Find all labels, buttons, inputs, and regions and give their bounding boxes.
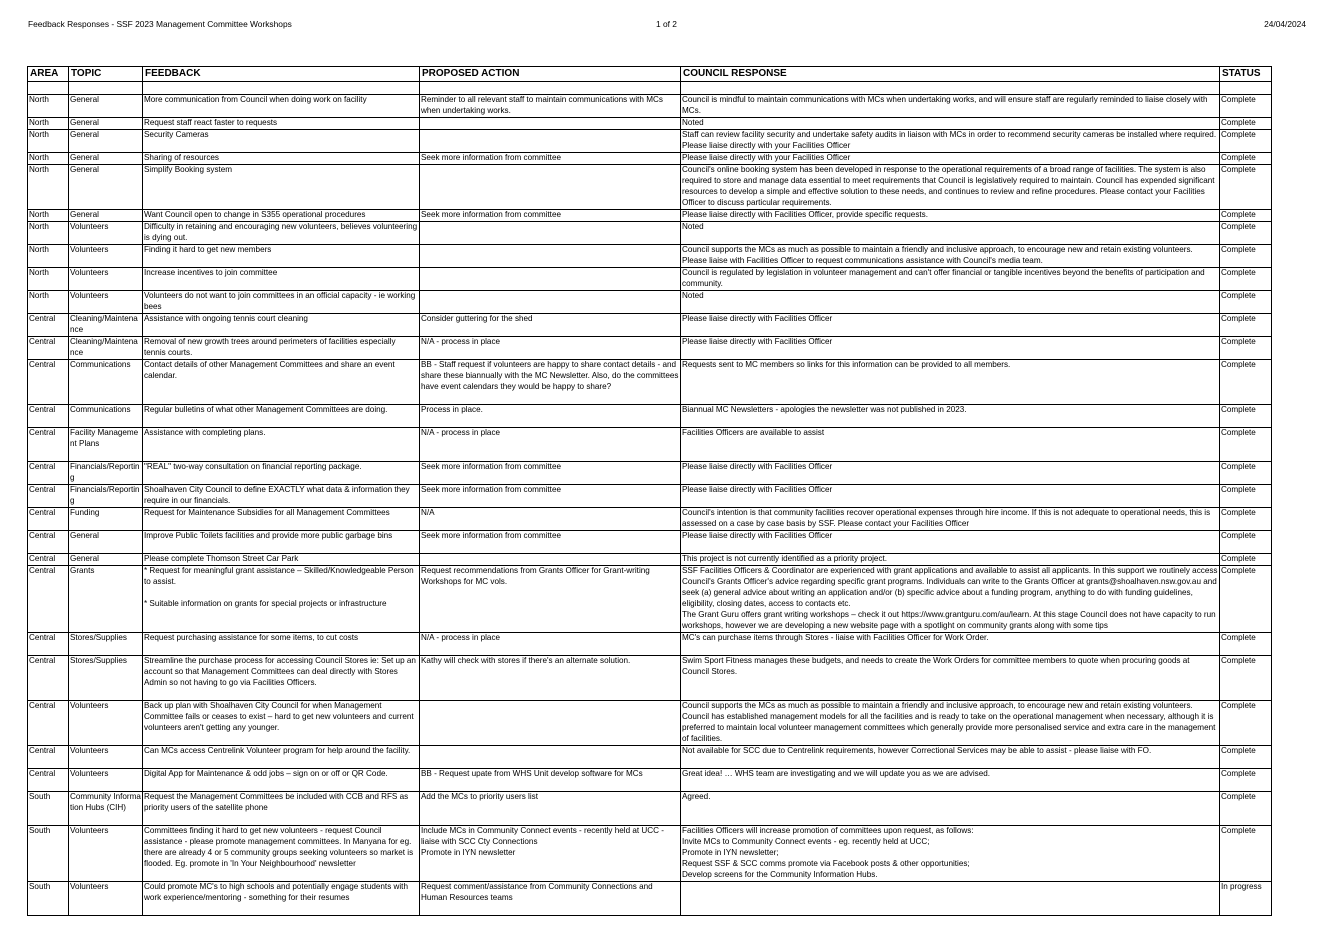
cell-feedback: Shoalhaven City Council to define EXACTLY what data & information they require in our financials. [143,485,420,508]
cell-topic: Stores/Supplies [69,633,143,656]
cell-topic: Communications [69,405,143,428]
table-row [28,222,1272,245]
cell-council-response: Agreed. [681,792,1220,826]
cell-status: Complete [1220,360,1272,405]
cell-council-response: Please liaise directly with Facilities Officer [681,314,1220,337]
cell-status: Complete [1220,701,1272,746]
cell-status: Complete [1220,337,1272,360]
table-row [28,882,1272,916]
cell-status: Complete [1220,792,1272,826]
table-row [28,701,1272,746]
table-row [28,633,1272,656]
cell-proposed-action: Include MCs in Community Connect events - recently held at UCC - liaise with SCC Cty Connections Promote in IYN newsletter [420,826,681,882]
cell-status: Complete [1220,485,1272,508]
cell-proposed-action [420,554,681,566]
spacer-cell [681,82,1220,95]
cell-council-response: Facilities Officers will increase promotion of committees upon request, as follows: Invite MCs to Community Connect events - eg. recently held at UCC; Promote in IYN newsletter; Request SSF & SCC comms promote via Facebook posts & other opportunities; Develop screens for the Community Information Hubs. [681,826,1220,882]
cell-status: Complete [1220,554,1272,566]
cell-feedback: Please complete Thomson Street Car Park [143,554,420,566]
cell-topic: Financials/Reporting [69,485,143,508]
table-row [28,118,1272,130]
column-header-area: AREA [28,67,69,82]
cell-topic: Community Information Hubs (CIH) [69,792,143,826]
cell-council-response: Council is regulated by legislation in volunteer management and can't offer financial or tangible incentives beyond the benefits of participation and community. [681,268,1220,291]
cell-area: North [28,210,69,222]
cell-proposed-action: Process in place. [420,405,681,428]
cell-feedback: Assistance with completing plans. [143,428,420,462]
cell-area: South [28,792,69,826]
cell-area: Central [28,485,69,508]
cell-area: Central [28,701,69,746]
cell-feedback: Request for Maintenance Subsidies for all Management Committees [143,508,420,531]
table-row [28,826,1272,882]
table-row [28,531,1272,554]
column-header-proposed-action: PROPOSED ACTION [420,67,681,82]
cell-council-response: Biannual MC Newsletters - apologies the newsletter was not published in 2023. [681,405,1220,428]
cell-council-response: Requests sent to MC members so links for this information can be provided to all members. [681,360,1220,405]
column-header-status: STATUS [1220,67,1272,82]
cell-area: Central [28,428,69,462]
table-row [28,405,1272,428]
cell-status: Complete [1220,508,1272,531]
cell-topic: General [69,165,143,210]
cell-status: Complete [1220,95,1272,118]
table-row [28,153,1272,165]
table-row [28,769,1272,792]
cell-area: Central [28,656,69,701]
cell-feedback: "REAL" two-way consultation on financial reporting package. [143,462,420,485]
cell-topic: Grants [69,566,143,633]
cell-topic: Volunteers [69,245,143,268]
cell-topic: General [69,153,143,165]
table-row [28,268,1272,291]
cell-status: Complete [1220,769,1272,792]
cell-council-response: Please liaise directly with Facilities Officer [681,485,1220,508]
cell-feedback: Regular bulletins of what other Management Committees are doing. [143,405,420,428]
cell-proposed-action: Request recommendations from Grants Officer for Grant-writing Workshops for MC vols. [420,566,681,633]
table-row [28,360,1272,405]
cell-area: North [28,268,69,291]
cell-area: North [28,222,69,245]
column-header-feedback: FEEDBACK [143,67,420,82]
cell-area: North [28,153,69,165]
cell-topic: General [69,95,143,118]
cell-council-response: Noted [681,222,1220,245]
cell-proposed-action: Request comment/assistance from Community Connections and Human Resources teams [420,882,681,916]
cell-topic: Financials/Reporting [69,462,143,485]
cell-area: Central [28,337,69,360]
cell-proposed-action: Kathy will check with stores if there's an alternate solution. [420,656,681,701]
cell-area: North [28,130,69,153]
cell-feedback: Back up plan with Shoalhaven City Council for when Management Committee fails or ceases to exist – hard to get new volunteers and current volunteers aren't getting any younger. [143,701,420,746]
cell-topic: Volunteers [69,268,143,291]
cell-topic: Volunteers [69,701,143,746]
spacer-cell [28,82,69,95]
cell-topic: Cleaning/Maintenance [69,314,143,337]
cell-proposed-action [420,165,681,210]
document-date: 24/04/2024 [1264,19,1306,29]
cell-feedback: Assistance with ongoing tennis court cleaning [143,314,420,337]
cell-topic: Cleaning/Maintenance [69,337,143,360]
cell-feedback: Digital App for Maintenance & odd jobs – sign on or off or QR Code. [143,769,420,792]
cell-proposed-action [420,130,681,153]
cell-proposed-action [420,245,681,268]
cell-council-response: Council's online booking system has been developed in response to the operational requirements of a broad range of facilities. The system is also required to store and manage data essential to meet requirements that Council is legislatively required to maintain. Council has expended significant resources to develop a simple and effective solution to these needs, and continues to review and refine procedures. Please contact your Facilities Officer to discuss particular requirements. [681,165,1220,210]
cell-proposed-action: BB - Request upate from WHS Unit develop software for MCs [420,769,681,792]
cell-area: North [28,245,69,268]
cell-status: Complete [1220,656,1272,701]
cell-area: Central [28,554,69,566]
cell-proposed-action: Seek more information from committee [420,210,681,222]
cell-area: Central [28,360,69,405]
cell-feedback: Streamline the purchase process for accessing Council Stores ie: Set up an account so that Management Committees can deal directly with Stores Admin so not having to go via Facilities Officers. [143,656,420,701]
cell-status: Complete [1220,566,1272,633]
cell-council-response: Please liaise directly with Facilities Officer [681,462,1220,485]
cell-feedback: Sharing of resources [143,153,420,165]
cell-feedback: * Request for meaningful grant assistance – Skilled/Knowledgeable Person to assist. * Suitable information on grants for special projects or infrastructure [143,566,420,633]
cell-topic: Volunteers [69,291,143,314]
cell-council-response: MC's can purchase items through Stores - liaise with Facilities Officer for Work Order. [681,633,1220,656]
cell-proposed-action: Seek more information from committee [420,153,681,165]
cell-topic: Volunteers [69,769,143,792]
cell-topic: Funding [69,508,143,531]
cell-council-response: Staff can review facility security and undertake safety audits in liaison with MCs in order to recommend security cameras be installed where required. Please liaise directly with your Facilities Officer [681,130,1220,153]
page-number: 1 of 2 [656,19,677,29]
cell-proposed-action: Add the MCs to priority users list [420,792,681,826]
cell-status: Complete [1220,222,1272,245]
cell-area: North [28,95,69,118]
cell-area: Central [28,746,69,769]
cell-proposed-action: Seek more information from committee [420,531,681,554]
cell-status: Complete [1220,268,1272,291]
cell-proposed-action: Seek more information from committee [420,485,681,508]
cell-status: Complete [1220,633,1272,656]
cell-feedback: Could promote MC's to high schools and potentially engage students with work experience/mentoring - something for their resumes [143,882,420,916]
cell-council-response: Not available for SCC due to Centrelink requirements, however Correctional Services may be able to assist - please liaise with FO. [681,746,1220,769]
cell-council-response: Swim Sport Fitness manages these budgets, and needs to create the Work Orders for committee members to quote when procuring goods at Council Stores. [681,656,1220,701]
cell-status: Complete [1220,531,1272,554]
table-row [28,746,1272,769]
table-row [28,485,1272,508]
cell-council-response: Facilities Officers are available to assist [681,428,1220,462]
table-row [28,95,1272,118]
spacer-cell [1220,82,1272,95]
cell-area: Central [28,462,69,485]
cell-feedback: More communication from Council when doing work on facility [143,95,420,118]
cell-council-response: Council's intention is that community facilities recover operational expenses through hire income. If this is not adequate to operational needs, this is assessed on a case by case basis by SSF. Please contact your Facilities Officer [681,508,1220,531]
cell-council-response: Council is mindful to maintain communications with MCs when undertaking works, and will ensure staff are regularly reminded to liaise closely with MCs. [681,95,1220,118]
cell-topic: Volunteers [69,826,143,882]
cell-feedback: Volunteers do not want to join committees in an official capacity - ie working bees [143,291,420,314]
cell-topic: General [69,531,143,554]
cell-status: Complete [1220,153,1272,165]
cell-council-response: SSF Facilities Officers & Coordinator are experienced with grant applications and available to assist all applicants. In this support we routinely access Council's Grants Officer's advice regarding specific grant programs. Individuals can write to the Grants Officer at grants@shoalhaven.nsw.gov.au and seek (a) general advice about writing an application and/or (b) specific advice about a funding program, anything to do with funding guidelines, eligibility, closing dates, access to contacts etc. The Grant Guru offers grant writing workshops – check it out https://www.grantguru.com/au/learn. At this stage Council does not have capacity to run workshops, however we are developing a new website page with a spotlight on community grants along with some tips [681,566,1220,633]
cell-topic: Stores/Supplies [69,656,143,701]
cell-status: Complete [1220,118,1272,130]
cell-area: Central [28,769,69,792]
column-header-council-response: COUNCIL RESPONSE [681,67,1220,82]
cell-proposed-action [420,268,681,291]
table-row [28,566,1272,633]
table-row [28,792,1272,826]
cell-proposed-action: Reminder to all relevant staff to maintain communications with MCs when undertaking works. [420,95,681,118]
cell-topic: Communications [69,360,143,405]
cell-feedback: Want Council open to change in S355 operational procedures [143,210,420,222]
cell-proposed-action: Consider guttering for the shed [420,314,681,337]
cell-proposed-action: N/A [420,508,681,531]
spacer-cell [143,82,420,95]
cell-status: Complete [1220,245,1272,268]
cell-feedback: Can MCs access Centrelink Volunteer program for help around the facility. [143,746,420,769]
cell-area: Central [28,405,69,428]
table-row [28,165,1272,210]
cell-feedback: Increase incentives to join committee [143,268,420,291]
cell-proposed-action [420,701,681,746]
cell-proposed-action: BB - Staff request if volunteers are happy to share contact details - and share these biannually with the MC Newsletter. Also, do the committees have event calendars they would be happy to share? [420,360,681,405]
cell-area: Central [28,314,69,337]
table-row [28,656,1272,701]
cell-feedback: Request the Management Committees be included with CCB and RFS as priority users of the satellite phone [143,792,420,826]
cell-feedback: Security Cameras [143,130,420,153]
table-row [28,245,1272,268]
cell-feedback: Simplify Booking system [143,165,420,210]
cell-proposed-action [420,118,681,130]
cell-council-response: Please liaise directly with Facilities Officer [681,337,1220,360]
cell-feedback: Contact details of other Management Committees and share an event calendar. [143,360,420,405]
table-row [28,291,1272,314]
cell-area: North [28,165,69,210]
cell-status: Complete [1220,130,1272,153]
cell-status: Complete [1220,165,1272,210]
cell-council-response: Please liaise directly with Facilities Officer [681,531,1220,554]
cell-status: Complete [1220,746,1272,769]
cell-area: South [28,826,69,882]
cell-area: Central [28,633,69,656]
table-row [28,508,1272,531]
table-row [28,210,1272,222]
feedback-table [27,66,1272,916]
header-spacer-row [28,82,1272,95]
cell-proposed-action [420,746,681,769]
cell-council-response: Noted [681,118,1220,130]
cell-feedback: Request staff react faster to requests [143,118,420,130]
cell-status: In progress [1220,882,1272,916]
cell-proposed-action: N/A - process in place [420,428,681,462]
document-title: Feedback Responses - SSF 2023 Management Committee Workshops [28,19,292,29]
cell-topic: General [69,210,143,222]
spacer-cell [420,82,681,95]
cell-topic: Facility Management Plans [69,428,143,462]
table-body [28,95,1272,916]
spacer-cell [69,82,143,95]
cell-area: Central [28,531,69,554]
cell-feedback: Finding it hard to get new members [143,245,420,268]
table-row [28,428,1272,462]
cell-status: Complete [1220,428,1272,462]
cell-council-response: Please liaise directly with Facilities Officer, provide specific requests. [681,210,1220,222]
cell-feedback: Improve Public Toilets facilities and provide more public garbage bins [143,531,420,554]
cell-feedback: Removal of new growth trees around perimeters of facilities especially tennis courts. [143,337,420,360]
cell-proposed-action: Seek more information from committee [420,462,681,485]
cell-council-response: Please liaise directly with your Facilities Officer [681,153,1220,165]
cell-status: Complete [1220,314,1272,337]
table-header-row [28,67,1272,82]
table-row [28,462,1272,485]
cell-council-response: Noted [681,291,1220,314]
cell-proposed-action [420,222,681,245]
cell-council-response: Council supports the MCs as much as possible to maintain a friendly and inclusive approach, to encourage new and retain existing volunteers. Please liaise with Facilities Officer to request communications assistance with Council's media team. [681,245,1220,268]
cell-council-response: This project is not currently identified as a priority project. [681,554,1220,566]
cell-proposed-action: N/A - process in place [420,337,681,360]
cell-topic: Volunteers [69,746,143,769]
column-header-topic: TOPIC [69,67,143,82]
table-row [28,130,1272,153]
cell-topic: Volunteers [69,222,143,245]
cell-feedback: Request purchasing assistance for some items, to cut costs [143,633,420,656]
cell-area: Central [28,566,69,633]
cell-feedback: Difficulty in retaining and encouraging new volunteers, believes volunteering is dying out. [143,222,420,245]
cell-topic: General [69,554,143,566]
cell-status: Complete [1220,210,1272,222]
cell-topic: General [69,118,143,130]
cell-council-response: Great idea! … WHS team are investigating and we will update you as we are advised. [681,769,1220,792]
cell-status: Complete [1220,462,1272,485]
table-row [28,314,1272,337]
table-row [28,337,1272,360]
cell-status: Complete [1220,291,1272,314]
cell-area: South [28,882,69,916]
cell-topic: Volunteers [69,882,143,916]
cell-council-response [681,882,1220,916]
cell-topic: General [69,130,143,153]
cell-status: Complete [1220,826,1272,882]
cell-proposed-action [420,291,681,314]
table-row [28,554,1272,566]
cell-area: Central [28,508,69,531]
cell-proposed-action: N/A - process in place [420,633,681,656]
cell-area: North [28,118,69,130]
cell-feedback: Committees finding it hard to get new volunteers - request Council assistance - please promote management committees. In Manyana for eg. there are already 4 or 5 community groups seeking volunteers so market is flooded. Eg. promote in 'In Your Neighbourhood' newsletter [143,826,420,882]
cell-council-response: Council supports the MCs as much as possible to maintain a friendly and inclusive approach, to encourage new and retain existing volunteers. Council has established management models for all the facilities and is ready to take on the operational management when necessary, although it is preferred to maintain local volunteer management committees which generally provide more personalised service and extra care in the management of facilities. [681,701,1220,746]
cell-area: North [28,291,69,314]
cell-status: Complete [1220,405,1272,428]
